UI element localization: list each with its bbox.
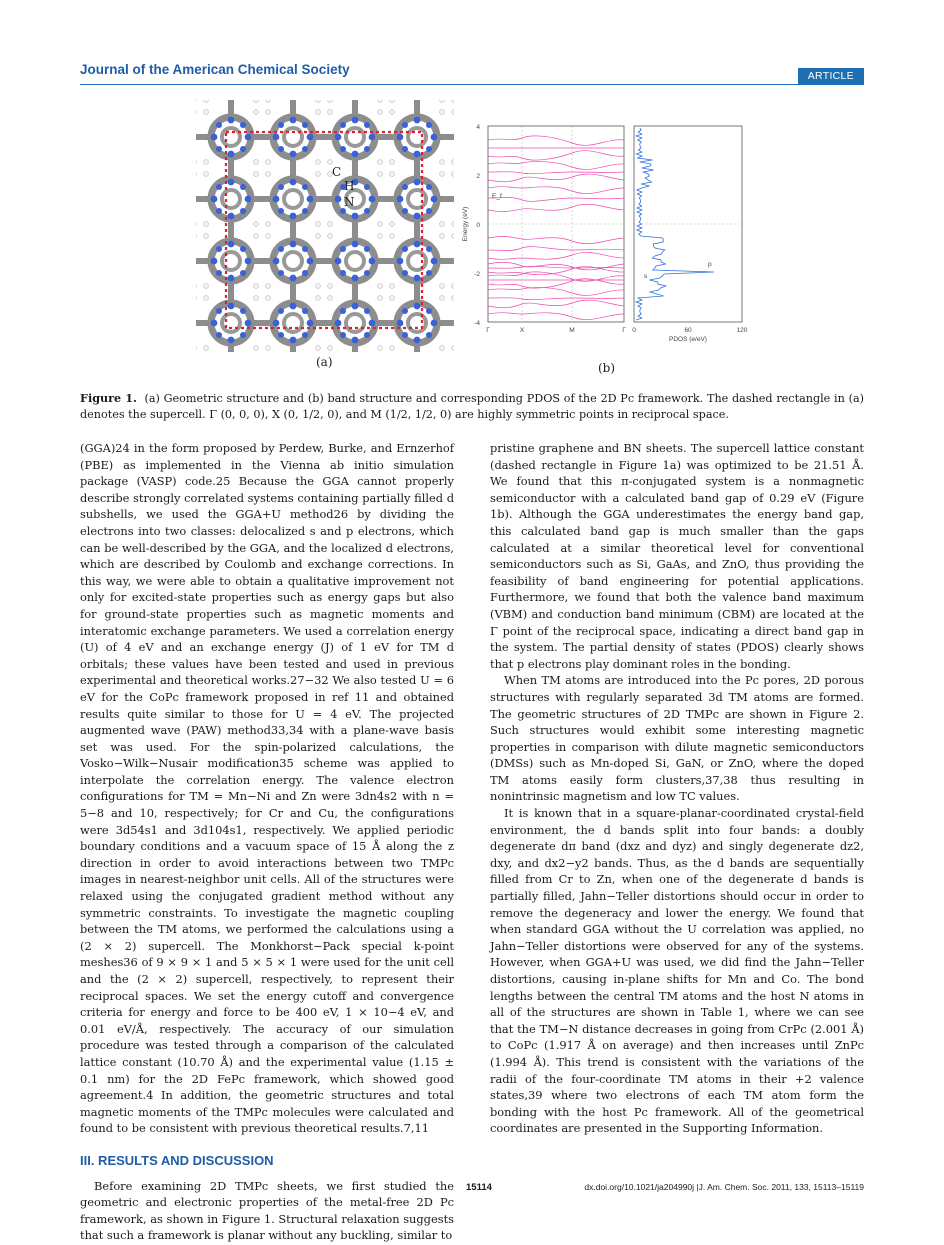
right-paragraph-2: When TM atoms are introduced into the Pc pores, 2D porous structures with regularly separated 3d TM atoms are formed. The geometric structures of 2D TMPc are shown in Figure 2. Such structures would exhibit some interesting magnetic properties in comparison with dilute magnetic semiconductors (DMSs) such as Mn-doped Si, GaN, or ZnO, where the doped TM atoms easily form clusters,37,38 thus resulting in nonintrinsic magnetism and low TC values. <box>490 673 864 804</box>
right-column <box>490 440 864 1137</box>
xtick-x: X <box>519 327 525 334</box>
article-badge: ARTICLE <box>798 68 864 84</box>
band-line <box>488 174 624 182</box>
pdos-p-label: p <box>708 261 712 268</box>
band-line <box>488 313 624 320</box>
panel-a-label: (a) <box>316 355 333 368</box>
doi-link[interactable]: dx.doi.org/10.1021/ja204990j |J. Am. Chem. Soc. 2011, 133, 15113–15119 <box>584 1182 864 1192</box>
pdos-xlabel: PDOS (e/eV) <box>669 336 707 343</box>
xtick-gamma-1: Γ <box>486 327 490 334</box>
right-paragraph-3: It is known that in a square-planar-coordinated crystal-field environment, the d bands split into four bands: a doubly degenerate dπ band (dxz and dyz) and singly degenerate dz2, dxy, and dx2−y2 bands. Thus, as the d bands are sequentially filled from Cr to Zn, when one of the degenerate d bands is partially filled, Jahn−Teller distortions should occur in order to remove the degeneracy and lower the energy. We found that when standard GGA without the U correlation was applied, no Jahn−Teller distortions were observed for any of the systems. However, when GGA+U was used, we did find the Jahn−Teller distortions, causing in-plane shifts for Mn and Co. The bond lengths between the central TM atoms and the host N atoms in all of the structures are shown in Table 1, where we can see that the TM−N distance decreases in going from CrPc (2.001 Å) to CoPc (1.917 Å on average) and then increases until ZnPc (1.994 Å). This trend is consistent with the variations of the radii of the four-coordinate TM atoms in their +2 valence states,39 where two electrons of each TM atom form the bonding with the host Pc framework. All of the geometrical coordinates are presented in the Supporting Information. <box>490 806 864 1136</box>
band-ylabel: Energy (eV) <box>462 206 469 242</box>
pdos-xtick-60: 60 <box>684 327 692 334</box>
band-line <box>488 136 624 145</box>
band-line <box>488 161 624 169</box>
pdos-xtick-0: 0 <box>632 327 636 334</box>
atom-label-h: H <box>344 179 355 193</box>
band-line <box>488 287 624 295</box>
ytick-minus2: -2 <box>474 271 480 278</box>
band-line <box>488 252 624 259</box>
right-paragraph-1: pristine graphene and BN sheets. The supercell lattice constant (dashed rectangle in Figure 1a) was optimized to be 21.51 Å. We found that this π-conjugated system is a nonmagnetic semiconductor with a calculated band gap of 0.29 eV (Figure 1b). Although the GGA underestimates the energy band gap, this calculated band gap is much smaller than the gaps calculated at a similar theoretical level for conventional semiconductors such as Si, GaAs, and ZnO, thus providing the feasibility of band engineering for potential applications. Furthermore, we found that both the valence band maximum (VBM) and conduction band minimum (CBM) are located at the Γ point of the reciprocal space, indicating a direct band gap in the system. The partial density of states (PDOS) clearly shows that p electrons play dominant roles in the bonding. <box>490 441 864 671</box>
band-line <box>488 236 624 243</box>
figure-1a-lattice <box>196 100 454 368</box>
caption-text: (a) Geometric structure and (b) band structure and corresponding PDOS of the 2D Pc framework. The dashed rectangle in (a) denotes the supercell. Γ (0, 0, 0), X (0, 1/2, 0), and M (1/2, 1/2, 0) are highly symmetric points in reciprocal space. <box>80 392 864 421</box>
xtick-m: M <box>569 327 575 334</box>
band-lines <box>488 136 624 320</box>
atom-label-c: C <box>332 165 342 179</box>
ytick-minus4: -4 <box>474 320 480 327</box>
band-line <box>488 298 624 300</box>
band-line <box>488 198 624 202</box>
xtick-gamma-2: Γ <box>622 327 626 334</box>
header-rule <box>80 84 864 85</box>
atom-label-n: N <box>344 195 355 209</box>
left-paragraph-1: (GGA)24 in the form proposed by Perdew, Burke, and Ernzerhof (PBE) as implemented in the Vienna ab initio simulation package (VASP) code.25 Because the GGA cannot properly describe strongly correlated systems containing partially filled d subshells, we used the GGA+U method26 by dividing the electrons into two classes: delocalized s and p electrons, which can be well-described by the GGA, and the localized d electrons, which are described by Coulomb and exchange corrections. In this way, we were able to obtain a qualitative improvement not only for excited-state properties such as energy gaps but also for ground-state properties such as magnetic moments and interatomic exchange parameters. We used a correlation energy (U) of 4 eV and an exchange energy (J) of 1 eV for TM d orbitals; these values have been tested and used in previous experimental and theoretical works.27−32 We also tested U = 6 eV for the CoPc framework proposed in ref 11 and obtained results quite similar to those for U = 4 eV. The projected augmented wave (PAW) method33,34 with a plane-wave basis set was used. For the spin-polarized calculations, the Vosko−Wilk−Nusair modification35 scheme was applied to interpolate the correlation energy. The valence electron configurations for TM = Mn−Ni and Zn were 3dn4s2 with n = 5−8 and 10, respectively; for Cr and Cu, the configurations were 3d54s1 and 3d104s1, respectively. We applied periodic boundary conditions and a vacuum space of 15 Å along the z direction in order to avoid interactions between two TMPc images in nearest-neighbor unit cells. All of the structures were relaxed using the conjugated gradient method without any symmetric constraints. To investigate the magnetic coupling between the TM atoms, we performed the calculations using a (2 × 2) supercell. The Monkhorst−Pack special k-point meshes36 of 9 × 9 × 1 and 5 × 5 × 1 were used for the unit cell and the (2 × 2) supercell, respectively, to represent their reciprocal spaces. We set the energy cutoff and convergence criteria for energy and force to be 400 eV, 1 × 10−4 eV, and 0.01 eV/Å, respectively. The accuracy of our simulation procedure was tested through a comparison of the calculated lattice constant (10.70 Å) and the experimental value (1.15 ± 0.1 nm) for the 2D FePc framework, which showed good agreement.4 In addition, the geometric structures and total magnetic moments of the TMPc molecules were calculated and found to be consistent with previous theoretical results.7,11 <box>80 441 454 1136</box>
left-paragraph-2: Before examining 2D TMPc sheets, we first studied the geometric and electronic properties of the metal-free 2D Pc framework, as shown in Figure 1. Structural relaxation suggests that such a framework is planar without any buckling, similar to <box>80 1178 454 1243</box>
band-line <box>488 172 624 174</box>
band-line <box>488 300 624 308</box>
pdos-xtick-120: 120 <box>736 327 748 334</box>
page-header <box>80 62 864 84</box>
pdos-s-label: s <box>644 273 648 280</box>
figure-caption <box>80 390 864 423</box>
page-number: 15114 <box>466 1182 492 1193</box>
band-line <box>488 204 624 211</box>
panel-b-label: (b) <box>598 361 616 375</box>
journal-title[interactable]: Journal of the American Chemical Society <box>80 62 350 77</box>
band-line <box>488 187 624 194</box>
ytick-2: 2 <box>476 173 480 180</box>
ytick-4: 4 <box>476 124 480 131</box>
fermi-label: E_f <box>492 193 502 200</box>
left-column <box>80 440 454 1244</box>
band-line <box>488 151 624 160</box>
figure-1b-band-structure <box>458 118 758 380</box>
band-line <box>488 262 624 270</box>
band-line <box>488 247 624 251</box>
section-heading: III. RESULTS AND DISCUSSION <box>80 1152 274 1168</box>
ytick-0: 0 <box>476 222 480 229</box>
caption-label: Figure 1. <box>80 391 137 405</box>
